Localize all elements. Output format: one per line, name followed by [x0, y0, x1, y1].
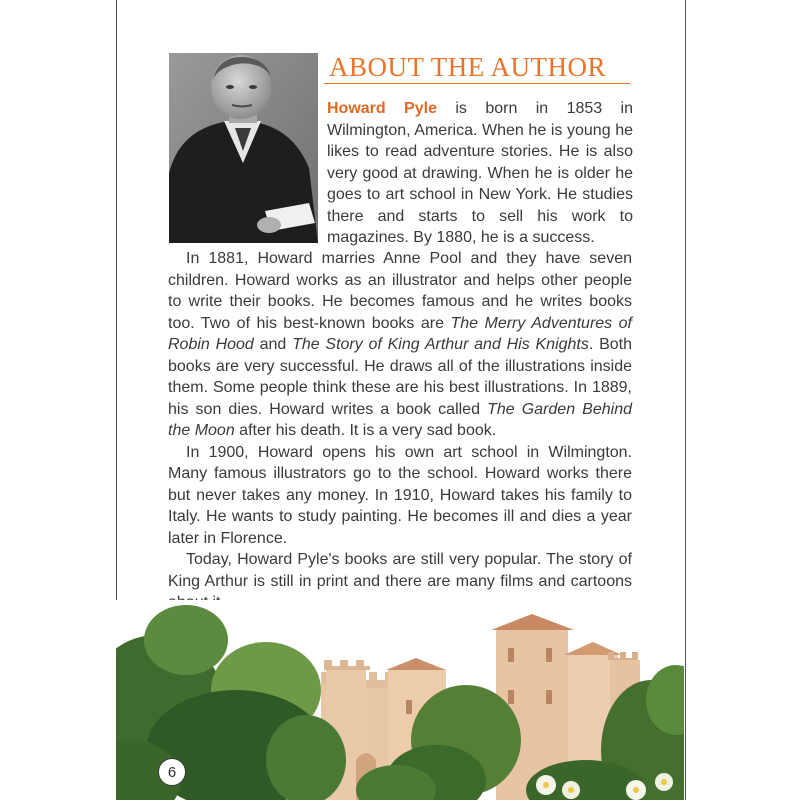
intro-text: is born in 1853 in Wilmington, America. When he is young he likes to read adventure stories. He is also very good at drawing. When he is older he goes to art school in New York. He studies there and starts to sell his work to magazines. By 1880, he is a success.	[327, 100, 634, 246]
paragraph-1-text-c: . Both books are very successful. He draws all of the illustrations inside them. Some people think these are his best illustrations. In 1889, his son dies. Howard writes a book called	[168, 336, 633, 418]
book-title-king-arthur: The Story of King Arthur and His Knights	[292, 336, 589, 353]
book-title-robin-hood: The Merry Adventures of Robin Hood	[168, 314, 632, 353]
paragraph-2: In 1900, Howard opens his own art school in Wilmington. Many famous illustrators go to the school. Howard works there but never takes any money. In 1910, Howard takes his family to Italy. He wants to study painting. He becomes ill and dies a year later in Florence.	[168, 443, 632, 547]
paragraph-1	[168, 248, 632, 442]
page-number: 6	[158, 758, 186, 786]
paragraph-1-text-b: and	[253, 336, 293, 353]
body-text	[168, 248, 632, 614]
paragraph-1-text-a: In 1881, Howard marries Anne Pool and they have seven children. Howard works as an illustrator and helps other people to write their books. He becomes famous and he writes books too. Two of his best-known books are	[168, 250, 632, 332]
book-title-garden-behind-moon: The Garden Behind the Moon	[168, 400, 632, 439]
intro-paragraph	[327, 98, 633, 249]
castle-landscape-drawing	[116, 600, 684, 800]
paragraph-3: Today, Howard Pyle's books are still very popular. The story of King Arthur is still in print and there are many films and cartoons	[168, 551, 632, 590]
author-portrait-drawing	[169, 53, 318, 243]
title-underline	[324, 83, 630, 84]
author-portrait	[169, 53, 318, 243]
author-name: Howard Pyle	[327, 100, 437, 117]
page-title: ABOUT THE AUTHOR	[329, 52, 607, 82]
castle-illustration	[116, 600, 684, 800]
paragraph-1-text-d: after his death. It is a very sad book.	[234, 422, 497, 439]
